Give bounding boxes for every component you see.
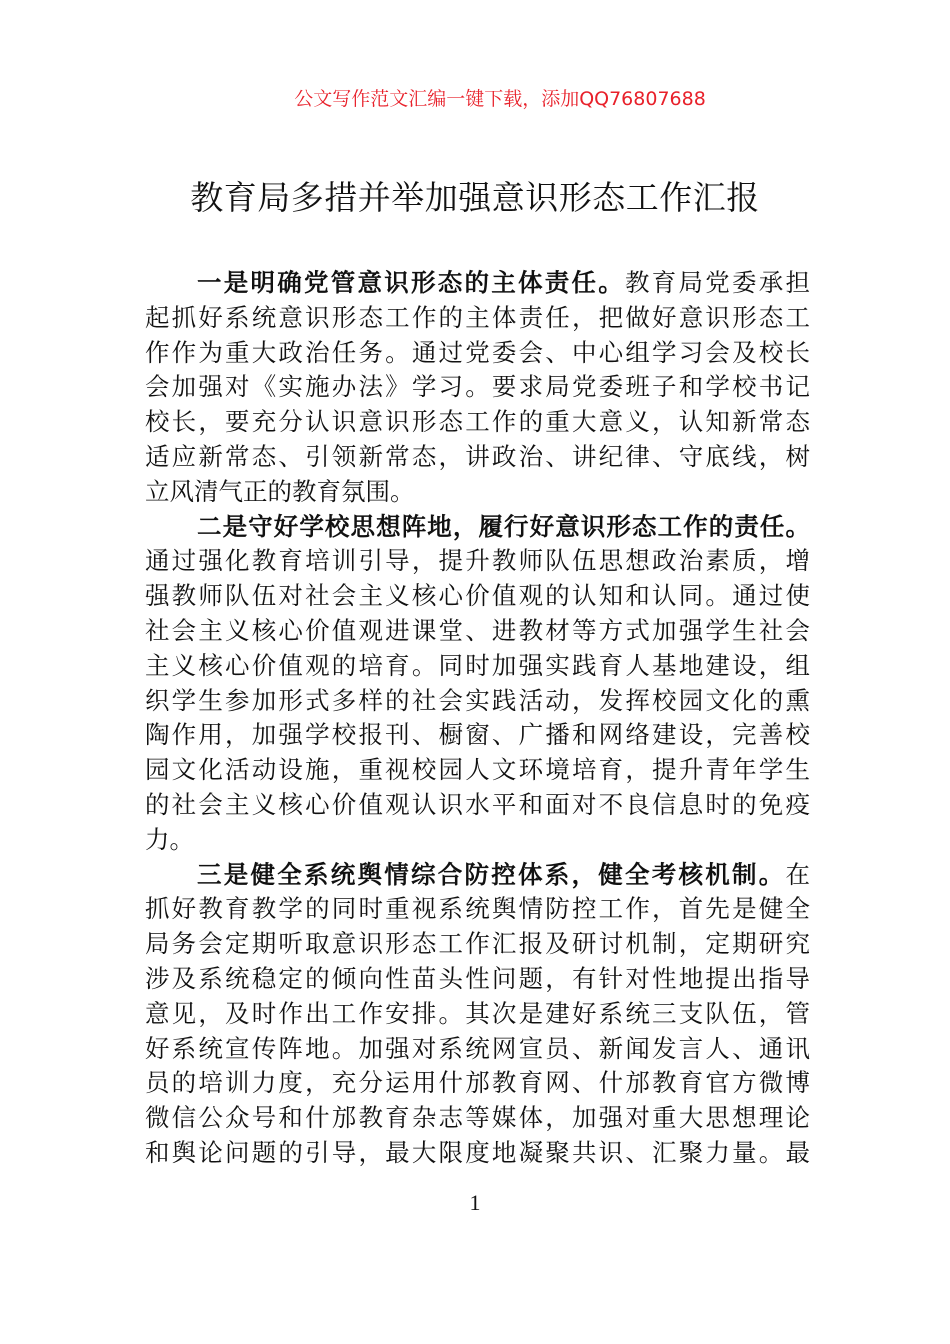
- paragraph-first-line: [145, 266, 810, 301]
- paragraph-line: 涉及系统稳定的倾向性苗头性问题，有针对性地提出指导: [145, 963, 810, 993]
- paragraph-line: 的社会主义核心价值观认识水平和面对不良信息时的免疫: [145, 789, 810, 819]
- paragraph-lead: 二是守好学校思想阵地，履行好意识形态工作的责任。: [197, 511, 810, 541]
- paragraph-line: 陶作用，加强学校报刊、橱窗、广播和网络建设，完善校: [145, 720, 810, 750]
- paragraph-line: 局务会定期听取意识形态工作汇报及研讨机制，定期研究: [145, 929, 810, 959]
- paragraph-line: 微信公众号和什邡教育杂志等媒体，加强对重大思想理论: [145, 1103, 810, 1133]
- paragraph-first-line: [145, 510, 810, 545]
- paragraph-first-line: [145, 858, 810, 893]
- page-number: 1: [469, 1190, 481, 1215]
- document-body: [145, 266, 810, 1171]
- paragraph-line: 意见，及时作出工作安排。其次是建好系统三支队伍，管: [145, 998, 810, 1028]
- paragraph-text: 在: [785, 859, 810, 889]
- paragraph-line: 强教师队伍对社会主义核心价值观的认知和认同。通过使: [145, 581, 810, 611]
- paragraph-line: 园文化活动设施，重视校园人文环境培育，提升青年学生: [145, 755, 810, 785]
- paragraph-line: 通过强化教育培训引导，提升教师队伍思想政治素质，增: [145, 546, 810, 576]
- paragraph-line: 抓好教育教学的同时重视系统舆情防控工作，首先是健全: [145, 894, 810, 924]
- paragraph-line: 员的培训力度，充分运用什邡教育网、什邡教育官方微博: [145, 1068, 810, 1098]
- paragraph-line: 立风清气正的教育氛围。: [145, 476, 415, 506]
- paragraph-line: 主义核心价值观的培育。同时加强实践育人基地建设，组: [145, 650, 810, 680]
- paragraph-line: 作作为重大政治任务。通过党委会、中心组学习会及校长: [145, 337, 810, 367]
- paragraph-lead: 一是明确党管意识形态的主体责任。: [197, 268, 625, 297]
- paragraph-line: 校长，要充分认识意识形态工作的重大意义，认知新常态: [145, 407, 810, 437]
- paragraph-lead: 三是健全系统舆情综合防控体系，健全考核机制。: [197, 859, 786, 889]
- paragraph-line: 力。: [145, 824, 194, 854]
- header-note: 公文写作范文汇编一键下载，添加QQ76807688: [294, 88, 706, 110]
- paragraph-line: 和舆论问题的引导，最大限度地凝聚共识、汇聚力量。最: [145, 1137, 810, 1167]
- paragraph-line: 好系统宣传阵地。加强对系统网宣员、新闻发言人、通讯: [145, 1033, 810, 1063]
- paragraph-line: 社会主义核心价值观进课堂、进教材等方式加强学生社会: [145, 615, 810, 645]
- paragraph-line: 起抓好系统意识形态工作的主体责任，把做好意识形态工: [145, 302, 810, 332]
- paragraph-line: 适应新常态、引领新常态，讲政治、讲纪律、守底线，树: [145, 441, 810, 471]
- page-title: 教育局多措并举加强意识形态工作汇报: [190, 178, 760, 217]
- paragraph-text: 教育局党委承担: [625, 268, 810, 297]
- paragraph-line: 织学生参加形式多样的社会实践活动，发挥校园文化的熏: [145, 685, 810, 715]
- paragraph-line: 会加强对《实施办法》学习。要求局党委班子和学校书记: [145, 372, 810, 402]
